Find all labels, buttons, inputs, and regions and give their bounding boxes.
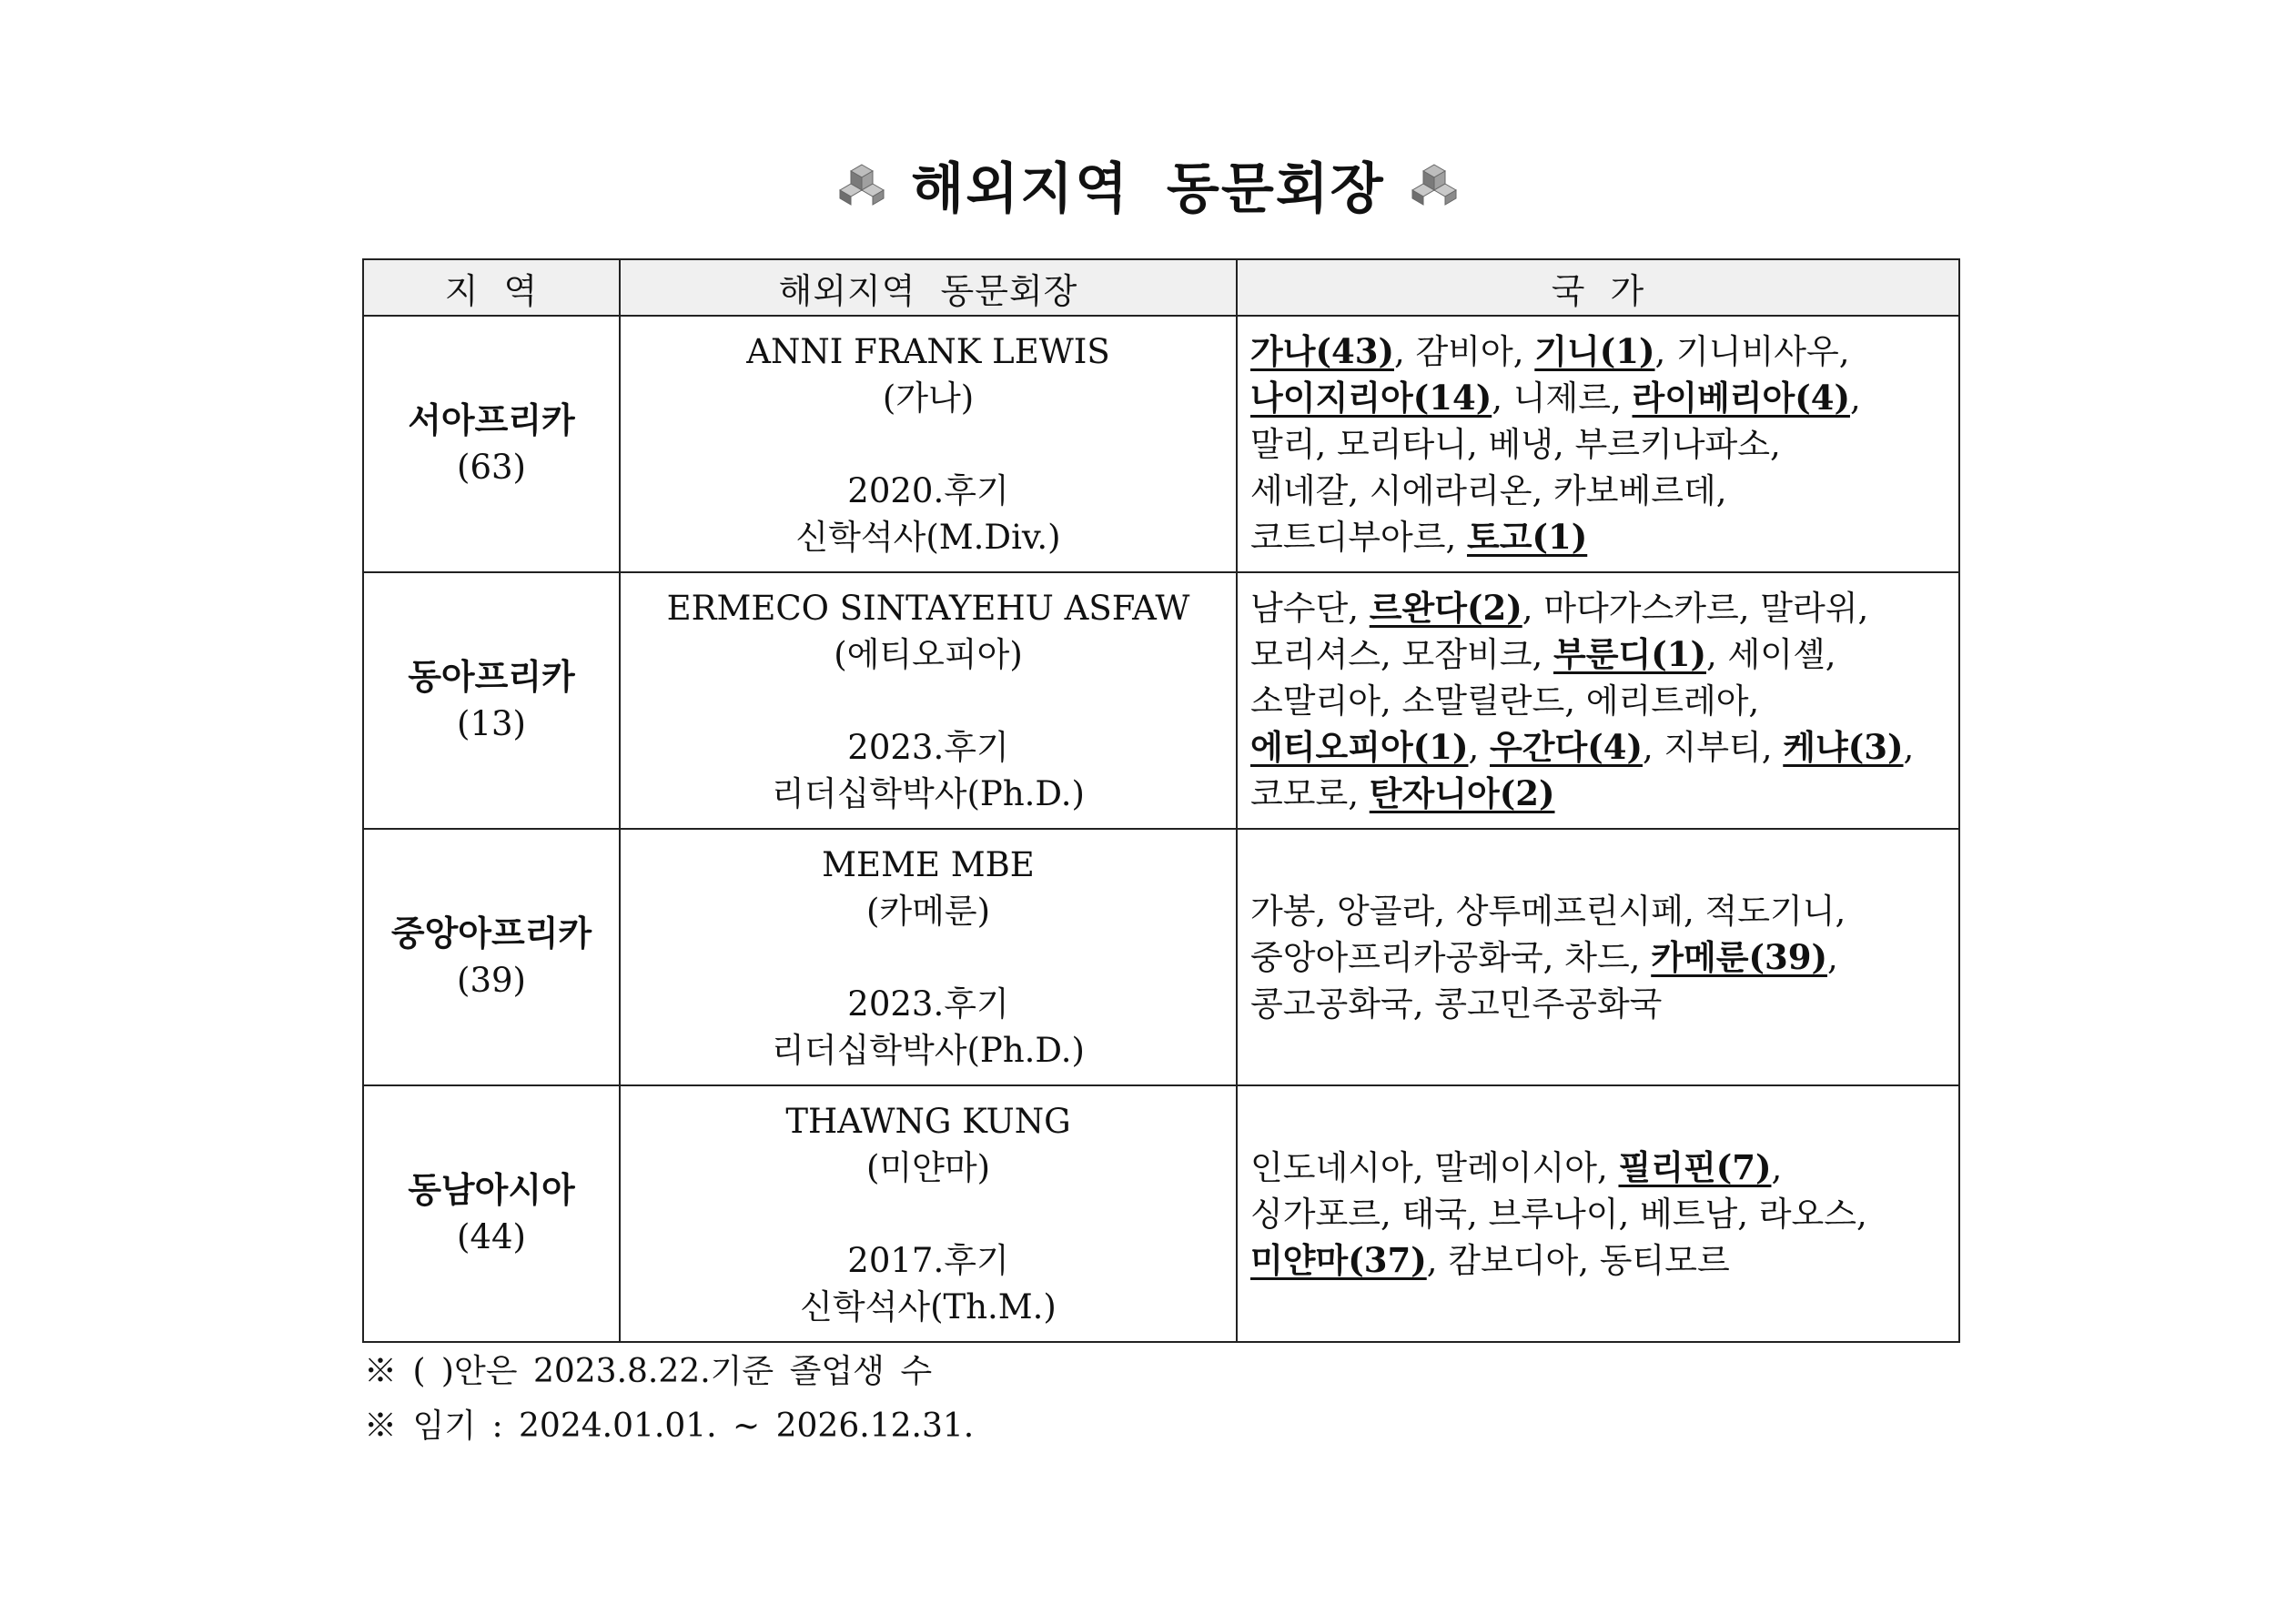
country-text: 소말리아, 소말릴란드, 에리트레아, bbox=[1250, 681, 1760, 721]
degree: 리더십학박사(Ph.D.) bbox=[772, 773, 1085, 813]
header-countries: 국 가 bbox=[1237, 259, 1959, 316]
country-line bbox=[1250, 468, 1949, 514]
country-with-graduates: 나이지리아(14) bbox=[1250, 377, 1492, 418]
region-cell bbox=[363, 572, 620, 829]
country-text: 중앙아프리카공화국, 차드, bbox=[1250, 937, 1652, 977]
region-name: 서아프리카 bbox=[408, 400, 575, 440]
countries-cell bbox=[1237, 572, 1959, 829]
table-row bbox=[363, 1085, 1959, 1342]
country-with-graduates: 라이베리아(4) bbox=[1632, 377, 1850, 418]
country-text: , bbox=[1468, 727, 1490, 767]
country-text: , 감비아, bbox=[1394, 331, 1535, 371]
spacer bbox=[622, 421, 1235, 468]
country-text: , bbox=[1771, 1147, 1783, 1187]
country-with-graduates: 토고(1) bbox=[1466, 516, 1588, 557]
president-cell bbox=[620, 316, 1237, 572]
country-text: , 니제르, bbox=[1492, 378, 1633, 418]
footnote-graduate-count: ※ ( )안은 2023.8.22.기준 졸업생 수 bbox=[364, 1353, 933, 1390]
region-cell bbox=[363, 1085, 620, 1342]
president-country: (카메룬) bbox=[865, 891, 991, 931]
country-text: , 캄보디아, 동티모르 bbox=[1426, 1240, 1730, 1280]
president-cell bbox=[620, 572, 1237, 829]
country-line bbox=[1250, 421, 1949, 468]
country-with-graduates: 탄자니아(2) bbox=[1369, 772, 1555, 813]
country-line bbox=[1250, 724, 1949, 771]
country-line bbox=[1250, 514, 1949, 560]
degree: 신학석사(Th.M.) bbox=[800, 1286, 1057, 1326]
region-cell bbox=[363, 316, 620, 572]
country-line bbox=[1250, 981, 1949, 1027]
graduation-term: 2017.후기 bbox=[847, 1240, 1009, 1280]
country-with-graduates: 가나(43) bbox=[1250, 330, 1394, 371]
country-line bbox=[1250, 771, 1949, 817]
country-with-graduates: 부룬디(1) bbox=[1553, 633, 1706, 674]
country-text: , 지부티, bbox=[1642, 727, 1784, 767]
president-cell bbox=[620, 1085, 1237, 1342]
country-with-graduates: 미얀마(37) bbox=[1250, 1239, 1427, 1280]
graduation-term: 2023.후기 bbox=[847, 727, 1009, 767]
president-country: (미얀마) bbox=[865, 1147, 991, 1187]
header-region: 지 역 bbox=[363, 259, 620, 316]
country-text: 말리, 모리타니, 베냉, 부르키나파소, bbox=[1250, 424, 1781, 464]
president-cell bbox=[620, 829, 1237, 1085]
president-country: (에티오피아) bbox=[834, 634, 1023, 674]
country-line bbox=[1250, 1191, 1949, 1237]
country-line bbox=[1250, 888, 1949, 934]
region-graduate-count: (44) bbox=[457, 1217, 526, 1256]
country-text: , 마다가스카르, 말라위, bbox=[1522, 588, 1869, 628]
country-line bbox=[1250, 1237, 1949, 1284]
table-row bbox=[363, 572, 1959, 829]
footnotes bbox=[364, 1345, 974, 1454]
region-name: 동남아시아 bbox=[408, 1170, 575, 1210]
degree: 리더십학박사(Ph.D.) bbox=[772, 1030, 1085, 1070]
country-text: 인도네시아, 말레이시아, bbox=[1250, 1147, 1619, 1187]
country-with-graduates: 케냐(3) bbox=[1783, 726, 1904, 767]
country-text: 싱가포르, 태국, 브루나이, 베트남, 라오스, bbox=[1250, 1194, 1867, 1234]
country-text: 코트디부아르, bbox=[1250, 517, 1467, 557]
country-with-graduates: 우간다(4) bbox=[1490, 726, 1643, 767]
country-line bbox=[1250, 328, 1949, 375]
region-graduate-count: (63) bbox=[457, 448, 526, 487]
cube-cluster-icon bbox=[1411, 161, 1458, 208]
countries-cell bbox=[1237, 316, 1959, 572]
graduation-term: 2020.후기 bbox=[847, 470, 1009, 510]
degree: 신학석사(M.Div.) bbox=[795, 517, 1061, 557]
country-text: 모리셔스, 모잠비크, bbox=[1250, 634, 1553, 674]
country-text: , 세이셸, bbox=[1705, 634, 1836, 674]
spacer bbox=[622, 678, 1235, 724]
alumni-presidents-table bbox=[362, 258, 1960, 1343]
country-with-graduates: 카메룬(39) bbox=[1651, 936, 1827, 977]
region-name: 중앙아프리카 bbox=[390, 913, 592, 953]
country-text: 남수단, bbox=[1250, 588, 1370, 628]
table-row bbox=[363, 829, 1959, 1085]
country-text: , bbox=[1849, 378, 1861, 418]
region-graduate-count: (13) bbox=[457, 704, 526, 743]
region-graduate-count: (39) bbox=[457, 961, 526, 1000]
header-president: 해외지역 동문회장 bbox=[620, 259, 1237, 316]
country-with-graduates: 에티오피아(1) bbox=[1250, 726, 1469, 767]
country-line bbox=[1250, 934, 1949, 981]
country-text: , bbox=[1903, 727, 1915, 767]
country-text: , bbox=[1826, 937, 1838, 977]
country-line bbox=[1250, 585, 1949, 631]
page-title: 해외지역 동문회장 bbox=[911, 157, 1385, 221]
country-with-graduates: 기니(1) bbox=[1534, 330, 1655, 371]
countries-cell bbox=[1237, 829, 1959, 1085]
countries-cell bbox=[1237, 1085, 1959, 1342]
country-text: , 기니비사우, bbox=[1654, 331, 1850, 371]
table-header-row bbox=[363, 259, 1959, 316]
president-name: ANNI FRANK LEWIS bbox=[746, 331, 1110, 371]
graduation-term: 2023.후기 bbox=[847, 983, 1009, 1024]
country-text: 코모로, bbox=[1250, 773, 1370, 813]
country-line bbox=[1250, 375, 1949, 421]
president-country: (가나) bbox=[882, 378, 975, 418]
president-name: MEME MBE bbox=[822, 844, 1035, 884]
country-with-graduates: 르완다(2) bbox=[1369, 587, 1522, 628]
country-with-graduates: 필리핀(7) bbox=[1618, 1146, 1772, 1187]
page-header bbox=[0, 144, 2296, 226]
cube-cluster-icon bbox=[838, 161, 885, 208]
region-cell bbox=[363, 829, 620, 1085]
country-text: 세네갈, 시에라리온, 카보베르데, bbox=[1250, 470, 1727, 510]
table-row bbox=[363, 316, 1959, 572]
country-line bbox=[1250, 1145, 1949, 1191]
region-name: 동아프리카 bbox=[408, 657, 575, 697]
country-text: 가봉, 앙골라, 상투메프린시페, 적도기니, bbox=[1250, 891, 1846, 931]
footnote-term: ※ 임기 : 2024.01.01. ~ 2026.12.31. bbox=[364, 1407, 975, 1445]
spacer bbox=[622, 1191, 1235, 1237]
president-name: THAWNG KUNG bbox=[785, 1101, 1071, 1141]
spacer bbox=[622, 934, 1235, 981]
president-name: ERMECO SINTAYEHU ASFAW bbox=[666, 588, 1190, 628]
country-line bbox=[1250, 678, 1949, 724]
country-line bbox=[1250, 631, 1949, 678]
country-text: 콩고공화국, 콩고민주공화국 bbox=[1250, 983, 1663, 1024]
